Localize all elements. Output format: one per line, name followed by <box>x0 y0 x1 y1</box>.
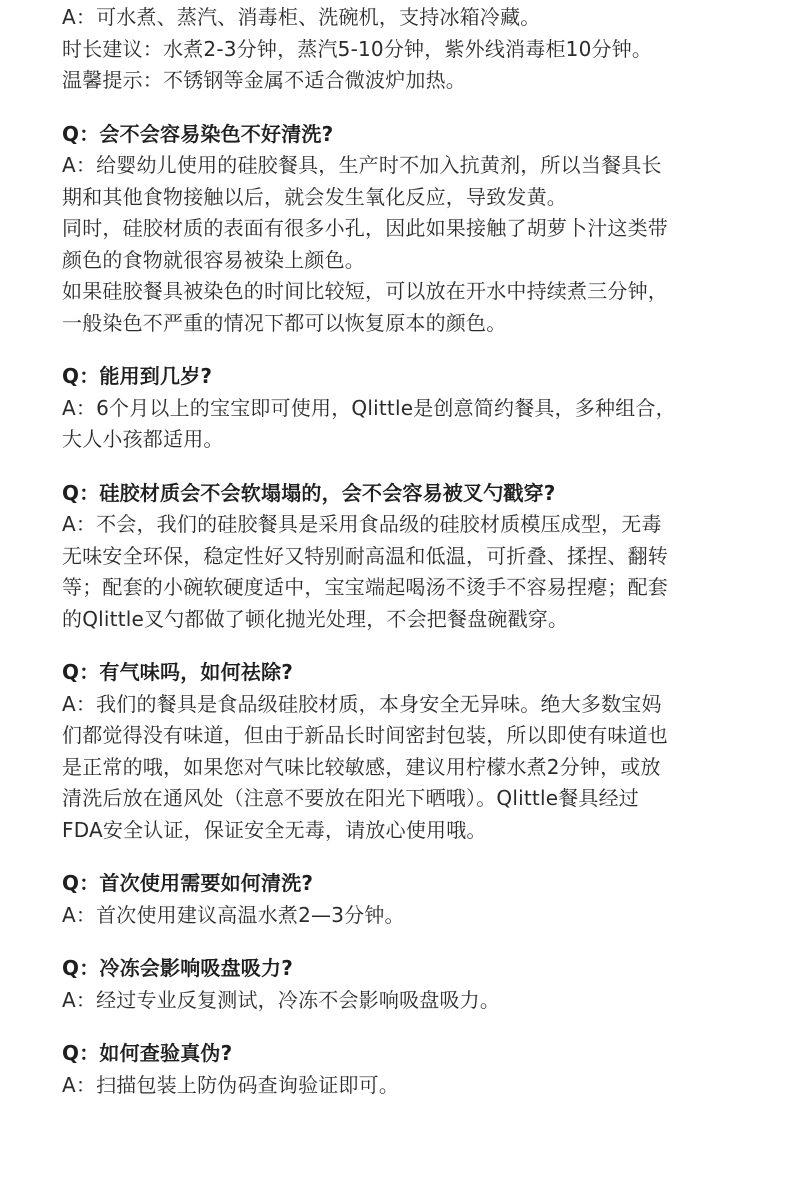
faq-item <box>62 868 762 931</box>
faq-document <box>62 2 762 1101</box>
faq-question: Q：冷冻会影响吸盘吸力? <box>62 956 294 980</box>
faq-item <box>62 953 762 1016</box>
faq-item <box>62 361 762 456</box>
intro-line: 时长建议：水煮2-3分钟，蒸汽5-10分钟，紫外线消毒柜10分钟。 <box>62 36 653 61</box>
faq-question: Q：硅胶材质会不会软塌塌的，会不会容易被叉勺戳穿? <box>62 480 556 505</box>
faq-answer-line: 清洗后放在通风处（注意不要放在阳光下晒哦）。Qlittle餐具经过 <box>62 786 639 810</box>
faq-answer-line: 的Qlittle叉勺都做了顿化抛光处理，不会把餐盘碗戳穿。 <box>62 606 569 631</box>
faq-question: Q：有气味吗，如何祛除? <box>62 660 294 684</box>
faq-answer-line: A：不会，我们的硅胶餐具是采用食品级的硅胶材质模压成型，无毒 <box>62 512 662 536</box>
intro-line: A：可水煮、蒸汽、消毒柜、洗碗机，支持冰箱冷藏。 <box>62 5 541 29</box>
faq-answer-line: 是正常的哦，如果您对气味比较敏感，建议用柠檬水煮2分钟，或放 <box>62 754 661 779</box>
faq-item <box>62 1038 762 1101</box>
section-gap <box>62 931 762 953</box>
faq-item <box>62 478 762 636</box>
section-gap <box>62 846 762 868</box>
faq-answer-line: FDA安全认证，保证安全无毒，请放心使用哦。 <box>62 817 487 842</box>
faq-answer-line: A：扫描包装上防伪码查询验证即可。 <box>62 1072 400 1097</box>
faq-question: Q：会不会容易染色不好清洗? <box>62 121 334 146</box>
faq-item <box>62 657 762 846</box>
section-gap <box>62 1016 762 1038</box>
faq-question: Q：如何查验真伪? <box>62 1041 233 1065</box>
faq-question: Q：能用到几岁? <box>62 364 213 388</box>
section-gap <box>62 635 762 657</box>
faq-answer-line: 同时，硅胶材质的表面有很多小孔，因此如果接触了胡萝卜汁这类带 <box>62 216 668 240</box>
faq-answer-line: 颜色的食物就很容易被染上颜色。 <box>62 247 365 272</box>
faq-answer-line: A：给婴幼儿使用的硅胶餐具，生产时不加入抗黄剂，所以当餐具长 <box>62 153 662 177</box>
faq-question: Q：首次使用需要如何清洗? <box>62 871 314 895</box>
faq-answer-line: 无味安全环保，稳定性好又特别耐高温和低温，可折叠、揉捏、翻转 <box>62 543 668 568</box>
faq-answer-line: A：首次使用建议高温水煮2—3分钟。 <box>62 902 405 927</box>
intro-block <box>62 2 762 97</box>
faq-answer-line: 期和其他食物接触以后，就会发生氧化反应，导致发黄。 <box>62 184 567 209</box>
section-gap <box>62 456 762 478</box>
faq-answer-line: 如果硅胶餐具被染色的时间比较短，可以放在开水中持续煮三分钟， <box>62 279 668 303</box>
section-gap <box>62 339 762 361</box>
faq-answer-line: A：我们的餐具是食品级硅胶材质，本身安全无异味。绝大多数宝妈 <box>62 691 662 716</box>
intro-line: 温馨提示：不锈钢等金属不适合微波炉加热。 <box>62 68 466 92</box>
faq-answer-line: 一般染色不严重的情况下都可以恢复原本的颜色。 <box>62 310 507 335</box>
faq-item <box>62 119 762 340</box>
faq-answer-line: A：6个月以上的宝宝即可使用，Qlittle是创意简约餐具，多种组合， <box>62 395 676 420</box>
section-gap <box>62 97 762 119</box>
faq-answer-line: A：经过专业反复测试，冷冻不会影响吸盘吸力。 <box>62 987 501 1012</box>
faq-answer-line: 等；配套的小碗软硬度适中，宝宝端起喝汤不烫手不容易捏瘪；配套 <box>62 575 668 599</box>
faq-answer-line: 们都觉得没有味道，但由于新品长时间密封包装，所以即使有味道也 <box>62 723 668 747</box>
faq-answer-line: 大人小孩都适用。 <box>62 427 224 451</box>
